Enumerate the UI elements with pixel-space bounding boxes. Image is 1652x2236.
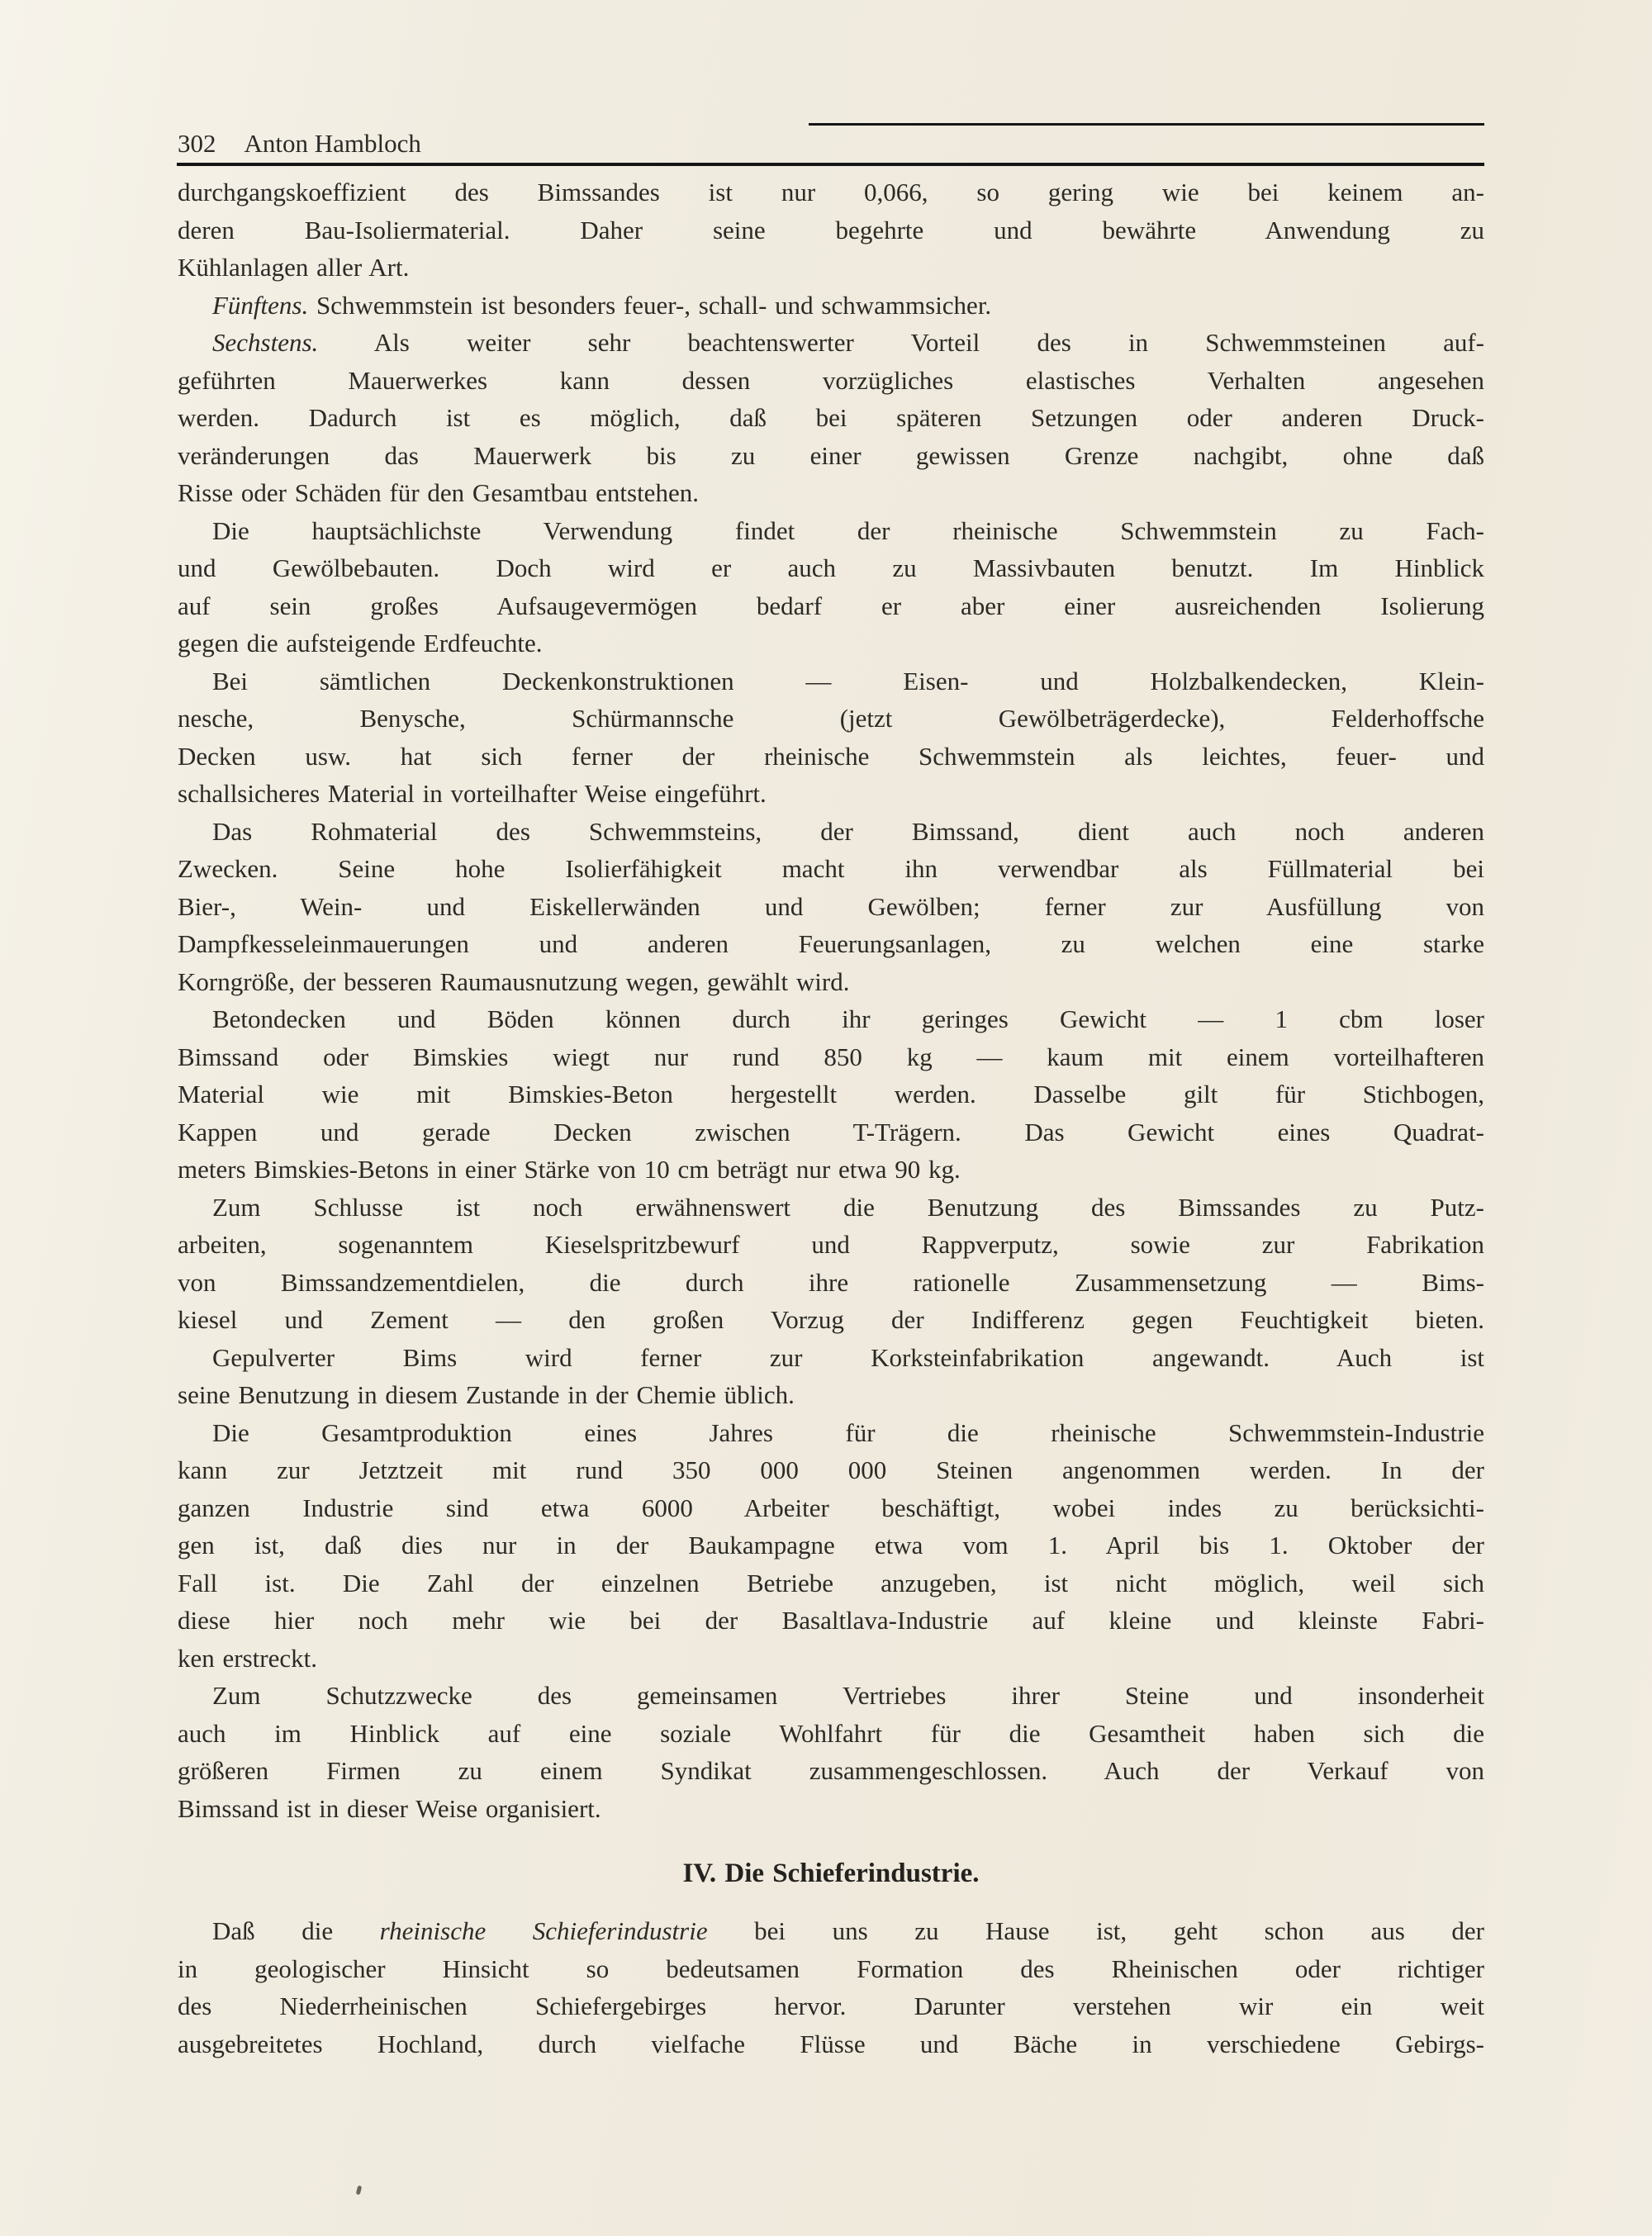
- text-segment: Gepulverter Bims wird ferner zur Korksteinfabrikation angewandt. Auch ist: [212, 1342, 1484, 1372]
- text-line: [178, 211, 1484, 249]
- text-line: [178, 1376, 1484, 1414]
- text-line: [178, 888, 1484, 926]
- text-segment: kiesel und Zement — den großen Vorzug der Indifferenz gegen Feuchtigkeit bieten.: [178, 1305, 1484, 1334]
- text-line: [178, 1075, 1484, 1113]
- text-segment: ken erstreckt.: [178, 1643, 317, 1673]
- text-line: [178, 1000, 1484, 1038]
- text-line: [178, 1677, 1484, 1715]
- text-line: [178, 624, 1484, 662]
- paragraph: [178, 662, 1484, 813]
- top-partial-rule: [809, 123, 1484, 126]
- paragraph: [178, 1414, 1484, 1678]
- text-line: [178, 963, 1484, 1001]
- text-line: [178, 1640, 1484, 1678]
- text-segment: ganzen Industrie sind etwa 6000 Arbeiter beschäftigt, wobei indes zu berücksichti-: [178, 1493, 1484, 1522]
- text-segment: durchgangskoeffizient des Bimssandes ist nur 0,066, so gering wie bei keinem an-: [178, 178, 1484, 207]
- text-line: [178, 399, 1484, 437]
- text-line: [178, 173, 1484, 211]
- text-segment: nesche, Benysche, Schürmannsche (jetzt Gewölbeträgerdecke), Felderhoffsche: [178, 704, 1484, 733]
- text-segment: seine Benutzung in diesem Zustande in der Chemie üblich.: [178, 1380, 795, 1409]
- text-segment: Material wie mit Bimskies-Beton hergestellt werden. Dasselbe gilt für Stichbogen,: [178, 1080, 1484, 1109]
- text-segment: meters Bimskies-Betons in einer Stärke von 10 cm beträgt nur etwa 90 kg.: [178, 1155, 961, 1184]
- running-header: [178, 129, 421, 159]
- text-segment: Die Gesamtproduktion eines Jahres für die rheinische Schwemmstein-Industrie: [212, 1417, 1484, 1447]
- paragraph: [178, 1677, 1484, 1827]
- text-line: [178, 1339, 1484, 1377]
- text-line: [178, 775, 1484, 813]
- text-segment: veränderungen das Mauerwerk bis zu einer gewissen Grenze nachgibt, ohne daß: [178, 440, 1484, 470]
- text-segment: gen ist, daß dies nur in der Baukampagne etwa vom 1. April bis 1. Oktober der: [178, 1531, 1484, 1560]
- text-segment: Die hauptsächlichste Verwendung findet der rheinische Schwemmstein zu Fach-: [212, 515, 1484, 545]
- paragraph: [178, 512, 1484, 662]
- text-line: [178, 1602, 1484, 1640]
- paragraph: [178, 287, 1484, 325]
- text-line: [178, 1752, 1484, 1790]
- text-line: [178, 1790, 1484, 1828]
- paragraph: [178, 1000, 1484, 1189]
- text-line: [178, 549, 1484, 587]
- text-line: [178, 1451, 1484, 1489]
- text-line: [178, 738, 1484, 776]
- text-segment: Bei sämtlichen Deckenkonstruktionen — Eisen- und Holzbalkendecken, Klein-: [212, 666, 1484, 695]
- text-line: [178, 813, 1484, 851]
- text-segment: Bier-, Wein- und Eiskellerwänden und Gewölben; ferner zur Ausfüllung von: [178, 891, 1484, 921]
- text-segment: deren Bau-Isoliermaterial. Daher seine begehrte und bewährte Anwendung zu: [178, 215, 1484, 244]
- text-segment: arbeiten, sogenanntem Kieselspritzbewurf und Rappverputz, sowie zur Fabrikation: [178, 1230, 1484, 1259]
- text-line: [178, 700, 1484, 738]
- text-segment: Zum Schutzzwecke des gemeinsamen Vertriebes ihrer Steine und insonderheit: [212, 1681, 1484, 1710]
- text-segment: Fall ist. Die Zahl der einzelnen Betriebe anzugeben, ist nicht möglich, weil sich: [178, 1568, 1484, 1597]
- text-segment: Betondecken und Böden können durch ihr geringes Gewicht — 1 cbm loser: [212, 1004, 1484, 1033]
- header-rule: [177, 163, 1484, 166]
- text-line: [178, 1264, 1484, 1302]
- text-segment: kann zur Jetztzeit mit rund 350 000 000 Steinen angenommen werden. In der: [178, 1455, 1484, 1484]
- text-segment: Decken usw. hat sich ferner der rheinische Schwemmstein als leichtes, feuer- und: [178, 741, 1484, 771]
- text-segment: Kühlanlagen aller Art.: [178, 253, 410, 282]
- text-line: [178, 1489, 1484, 1527]
- text-segment: Schwemmstein ist besonders feuer-, schall- und schwammsicher.: [308, 290, 992, 320]
- text-segment: Als weiter sehr beachtenswerter Vorteil des in Schwemmsteinen auf-: [318, 328, 1484, 357]
- text-segment: Zwecken. Seine hohe Isolierfähigkeit macht ihn verwendbar als Füllmaterial bei: [178, 854, 1484, 883]
- text-segment: diese hier noch mehr wie bei der Basaltlava-Industrie auf kleine und kleinste Fabri-: [178, 1606, 1484, 1635]
- page-number: 302: [178, 129, 216, 158]
- scan-mark: [356, 2186, 363, 2196]
- paragraph: [178, 1912, 1484, 2063]
- text-line: [178, 362, 1484, 400]
- text-segment: geführten Mauerwerkes kann dessen vorzügliches elastisches Verhalten angesehen: [178, 365, 1484, 395]
- text-line: [178, 587, 1484, 625]
- text-line: [178, 1987, 1484, 2025]
- text-segment: Zum Schlusse ist noch erwähnenswert die Benutzung des Bimssandes zu Putz-: [212, 1192, 1484, 1222]
- text-segment: schallsicheres Material in vorteilhafter Weise eingeführt.: [178, 779, 767, 808]
- text-segment: ausgebreitetes Hochland, durch vielfache Flüsse und Bäche in verschiedene Gebirgs-: [178, 2029, 1484, 2058]
- text-segment: in geologischer Hinsicht so bedeutsamen Formation des Rheinischen oder richtiger: [178, 1954, 1484, 1983]
- text-line: [178, 1912, 1484, 1950]
- text-segment: Daß die: [212, 1916, 380, 1945]
- text-line: [178, 2025, 1484, 2063]
- text-segment: Bimssand ist in dieser Weise organisiert.: [178, 1793, 601, 1823]
- paragraph: [178, 813, 1484, 1001]
- paragraph: [178, 173, 1484, 287]
- text-line: [178, 1038, 1484, 1076]
- running-header-author: Anton Hambloch: [244, 129, 421, 158]
- text-line: [178, 249, 1484, 287]
- italic-text-segment: Fünftens.: [212, 290, 309, 320]
- text-line: [178, 1715, 1484, 1753]
- paragraph: [178, 324, 1484, 512]
- text-line: [178, 925, 1484, 963]
- text-line: [178, 437, 1484, 475]
- text-line: [178, 1189, 1484, 1227]
- text-segment: gegen die aufsteigende Erdfeuchte.: [178, 629, 543, 658]
- text-segment: Korngröße, der besseren Raumausnutzung wegen, gewählt wird.: [178, 966, 850, 996]
- text-line: [178, 1151, 1484, 1189]
- italic-text-segment: rheinische Schieferindustrie: [379, 1916, 708, 1945]
- italic-text-segment: Sechstens.: [212, 328, 319, 357]
- text-line: [178, 512, 1484, 550]
- paragraph: [178, 1339, 1484, 1414]
- text-line: [178, 287, 1484, 325]
- text-line: [178, 662, 1484, 700]
- text-segment: größeren Firmen zu einem Syndikat zusammengeschlossen. Auch der Verkauf von: [178, 1756, 1484, 1785]
- text-segment: auf sein großes Aufsaugevermögen bedarf er aber einer ausreichenden Isolierung: [178, 591, 1484, 620]
- text-line: [178, 1564, 1484, 1602]
- text-line: [178, 1526, 1484, 1564]
- section-heading: IV. Die Schieferindustrie.: [682, 1859, 980, 1888]
- text-segment: von Bimssandzementdielen, die durch ihre rationelle Zusammensetzung — Bims-: [178, 1267, 1484, 1297]
- text-segment: bei uns zu Hause ist, geht schon aus der: [707, 1916, 1484, 1945]
- text-segment: Risse oder Schäden für den Gesamtbau entstehen.: [178, 478, 699, 507]
- text-segment: und Gewölbebauten. Doch wird er auch zu Massivbauten benutzt. Im Hinblick: [178, 553, 1484, 582]
- text-line: [178, 1414, 1484, 1452]
- text-segment: auch im Hinblick auf eine soziale Wohlfahrt für die Gesamtheit haben sich die: [178, 1718, 1484, 1748]
- text-line: [178, 324, 1484, 362]
- text-line: [178, 1226, 1484, 1264]
- text-segment: Dampfkesseleinmauerungen und anderen Feuerungsanlagen, zu welchen eine starke: [178, 929, 1484, 958]
- text-line: [178, 1950, 1484, 1988]
- paragraph: [178, 1189, 1484, 1339]
- text-line: [178, 474, 1484, 512]
- text-line: [178, 1113, 1484, 1151]
- text-body: [178, 173, 1484, 2063]
- text-line: [178, 850, 1484, 888]
- text-segment: Das Rohmaterial des Schwemmsteins, der Bimssand, dient auch noch anderen: [212, 816, 1484, 846]
- text-segment: Bimssand oder Bimskies wiegt nur rund 850 kg — kaum mit einem vorteilhafteren: [178, 1042, 1484, 1071]
- text-segment: Kappen und gerade Decken zwischen T-Trägern. Das Gewicht eines Quadrat-: [178, 1117, 1484, 1146]
- text-line: [178, 1301, 1484, 1339]
- text-segment: werden. Dadurch ist es möglich, daß bei späteren Setzungen oder anderen Druck-: [178, 403, 1484, 432]
- text-segment: des Niederrheinischen Schiefergebirges hervor. Darunter verstehen wir ein weit: [178, 1992, 1484, 2020]
